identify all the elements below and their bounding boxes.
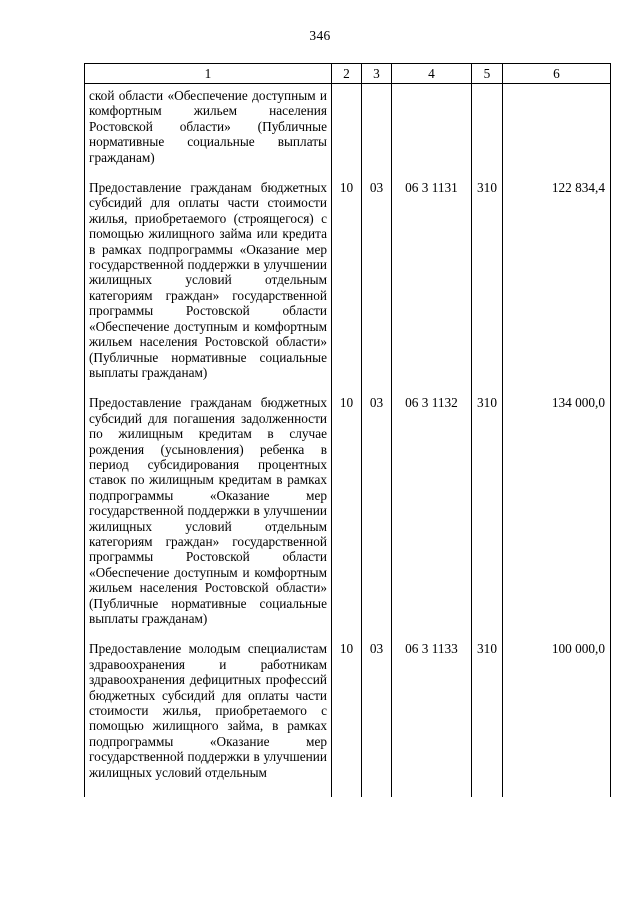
table-body	[85, 84, 611, 798]
row-amount: 122 834,4	[503, 177, 611, 392]
row-subsection: 03	[362, 638, 392, 797]
row-target-code: 06 3 1133	[392, 638, 472, 797]
header-col-1: 1	[85, 64, 332, 84]
row-description: Предоставление молодым специалистам здравоохранения и работникам здравоохранения дефицитных профессий бюджетных субсидий для оплаты части стоимости жилья, приобретаемого с помощью жилищного займа, в рамках подпрограммы «Оказание мер государственной поддержки в улучшении жилищных условий отдельным	[85, 638, 332, 797]
row-target-code	[392, 84, 472, 178]
row-target-code: 06 3 1132	[392, 392, 472, 638]
header-col-2: 2	[332, 64, 362, 84]
table-row	[85, 177, 611, 392]
row-subsection: 03	[362, 392, 392, 638]
budget-table	[84, 63, 611, 797]
row-target-code: 06 3 1131	[392, 177, 472, 392]
table-row	[85, 638, 611, 797]
row-expense-type: 310	[472, 177, 503, 392]
row-expense-type	[472, 84, 503, 178]
row-subsection	[362, 84, 392, 178]
row-section: 10	[332, 392, 362, 638]
page-number: 346	[309, 28, 331, 43]
table-header	[85, 64, 611, 84]
row-amount	[503, 84, 611, 178]
row-section: 10	[332, 638, 362, 797]
header-col-6: 6	[503, 64, 611, 84]
row-amount: 100 000,0	[503, 638, 611, 797]
row-expense-type: 310	[472, 392, 503, 638]
header-col-3: 3	[362, 64, 392, 84]
row-section: 10	[332, 177, 362, 392]
table-row	[85, 392, 611, 638]
table-row	[85, 84, 611, 178]
row-expense-type: 310	[472, 638, 503, 797]
header-col-4: 4	[392, 64, 472, 84]
row-section	[332, 84, 362, 178]
header-col-5: 5	[472, 64, 503, 84]
row-description: Предоставление гражданам бюджетных субсидий для погашения задолженности по жилищным кредитам в случае рождения (усыновления) ребенка в период субсидирования процентных ставок по жилищным кредитам в рамках подпрограммы «Оказание мер государственной поддержки в улучшении жилищных условий отдельным категориям граждан» государственной программы Ростовской области «Обеспечение доступным и комфортным жильем населения Ростовской области» (Публичные нормативные социальные выплаты гражданам)	[85, 392, 332, 638]
row-amount: 134 000,0	[503, 392, 611, 638]
header-row	[85, 64, 611, 84]
row-description: Предоставление гражданам бюджетных субсидий для оплаты части стоимости жилья, приобретаемого (строящегося) с помощью жилищного займа или кредита в рамках подпрограммы «Оказание мер государственной поддержки в улучшении жилищных условий отдельным категориям граждан» государственной программы Ростовской области «Обеспечение доступным и комфортным жильем населения Ростовской области» (Публичные нормативные социальные выплаты гражданам)	[85, 177, 332, 392]
row-description: ской области «Обеспечение доступным и комфортным жильем населения Ростовской области» (Публичные нормативные социальные выплаты гражданам)	[85, 84, 332, 178]
row-subsection: 03	[362, 177, 392, 392]
